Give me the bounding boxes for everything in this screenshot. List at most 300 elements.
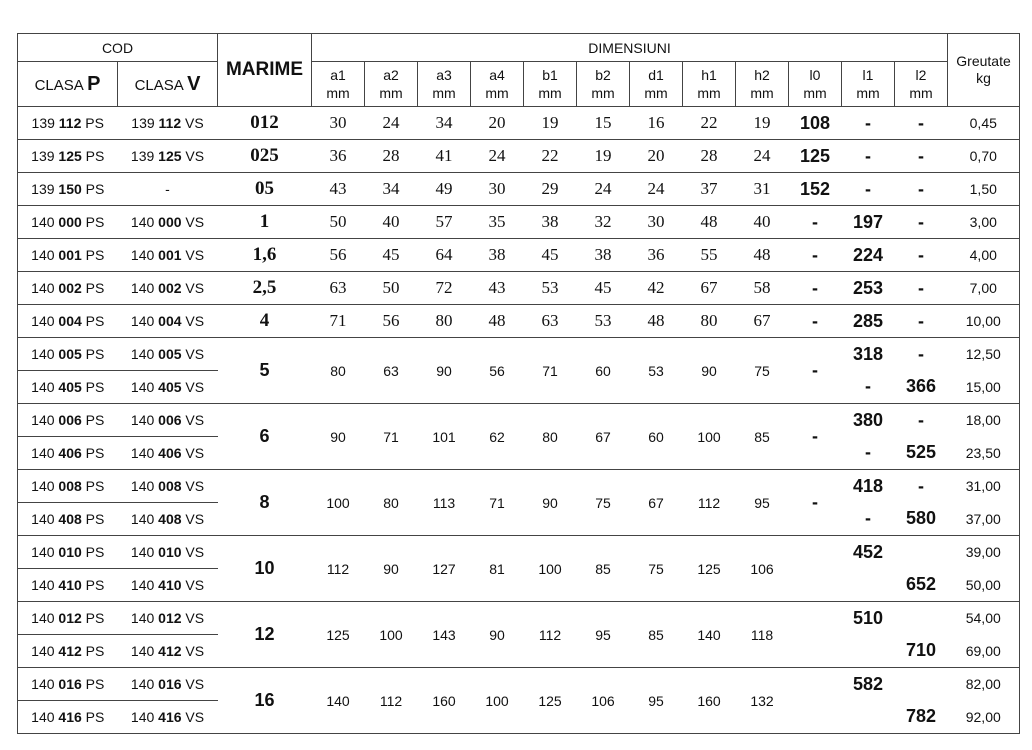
dim-value: 95 — [736, 470, 789, 536]
dim-value: 132 — [736, 668, 789, 734]
code-p — [18, 503, 118, 536]
dim-unit: mm — [803, 85, 827, 101]
code-suffix: PS — [81, 478, 105, 494]
code-v — [118, 305, 218, 338]
code-suffix: PS — [81, 709, 105, 725]
code-p — [18, 206, 118, 239]
code-number: 012 — [58, 610, 82, 626]
dim-value: 80 — [365, 470, 418, 536]
dim-value: 45 — [365, 239, 418, 272]
dim-value: 60 — [630, 404, 683, 470]
code-number: 002 — [58, 280, 82, 296]
code-number: 150 — [58, 181, 82, 197]
code-number: 405 — [158, 379, 182, 395]
dim-value: 37 — [683, 173, 736, 206]
dim-value: 125 — [312, 602, 365, 668]
code-suffix: VS — [181, 676, 205, 692]
size-cell: 4 — [218, 305, 312, 338]
clasa-p-prefix: CLASA — [34, 76, 88, 94]
code-suffix: VS — [181, 346, 205, 362]
dim-value: 48 — [683, 206, 736, 239]
dim-header-5 — [577, 62, 630, 107]
code-v — [118, 140, 218, 173]
weight-value: 31,00 — [948, 470, 1020, 503]
code-suffix: VS — [181, 379, 205, 395]
code-number: 412 — [58, 643, 82, 659]
code-p — [18, 536, 118, 569]
dim-value: 38 — [524, 206, 577, 239]
l2-value: - — [895, 173, 948, 206]
code-v — [118, 668, 218, 701]
dim-header-4 — [524, 62, 577, 107]
code-suffix: PS — [81, 445, 105, 461]
dim-header-2 — [418, 62, 471, 107]
dim-value: 85 — [736, 404, 789, 470]
l1-value — [842, 635, 895, 668]
size-cell: 8 — [218, 470, 312, 536]
code-v — [118, 107, 218, 140]
weight-value: 10,00 — [948, 305, 1020, 338]
dim-unit: mm — [909, 85, 933, 101]
l2-value: - — [895, 470, 948, 503]
code-prefix: 140 — [130, 280, 159, 296]
dim-value: 90 — [524, 470, 577, 536]
l1-value: 418 — [842, 470, 895, 503]
dim-value: 90 — [418, 338, 471, 404]
l0-value: 108 — [789, 107, 842, 140]
l1-value: 197 — [842, 206, 895, 239]
greutate-header — [948, 34, 1020, 107]
dim-name: l2 — [915, 67, 927, 83]
code-number: 005 — [58, 346, 82, 362]
dim-value: 101 — [418, 404, 471, 470]
code-suffix: VS — [181, 577, 205, 593]
dim-header-1 — [365, 62, 418, 107]
code-prefix: 140 — [130, 379, 159, 395]
dim-value: 71 — [365, 404, 418, 470]
dim-value: 30 — [471, 173, 524, 206]
l2-value: 782 — [895, 701, 948, 734]
dimensions-table — [17, 33, 1020, 734]
dim-unit: mm — [326, 85, 350, 101]
code-suffix: PS — [81, 610, 105, 626]
size-cell: 1 — [218, 206, 312, 239]
dim-value: 53 — [630, 338, 683, 404]
weight-value: 12,50 — [948, 338, 1020, 371]
dim-value: 24 — [736, 140, 789, 173]
code-number: 001 — [158, 247, 182, 263]
code-suffix: PS — [81, 379, 105, 395]
l2-value: 366 — [905, 376, 937, 397]
code-v — [118, 206, 218, 239]
code-suffix: VS — [181, 214, 205, 230]
code-prefix: 140 — [31, 412, 59, 428]
code-suffix: VS — [181, 115, 204, 131]
dim-value: 127 — [418, 536, 471, 602]
dim-value: 80 — [683, 305, 736, 338]
dim-value: 24 — [365, 107, 418, 140]
weight-value: 54,00 — [948, 602, 1020, 635]
code-suffix: PS — [81, 577, 105, 593]
l2-value: - — [895, 404, 948, 437]
code-number: 410 — [158, 577, 182, 593]
code-prefix: 140 — [31, 643, 59, 659]
code-prefix: 140 — [130, 544, 159, 560]
l0-value: - — [789, 272, 842, 305]
code-number: 405 — [58, 379, 82, 395]
dim-value: 67 — [736, 305, 789, 338]
code-prefix: 139 — [131, 115, 159, 131]
code-prefix: 140 — [130, 214, 159, 230]
dim-value: 95 — [630, 668, 683, 734]
code-prefix: 140 — [31, 445, 59, 461]
weight-value: 0,45 — [948, 107, 1020, 140]
dim-header-8 — [736, 62, 789, 107]
dim-header-11 — [895, 62, 948, 107]
clasa-v-letter: V — [187, 72, 201, 95]
l0-value: - — [789, 305, 842, 338]
code-number: 010 — [58, 544, 82, 560]
dim-value: 56 — [471, 338, 524, 404]
dim-value: 55 — [683, 239, 736, 272]
code-suffix: VS — [181, 709, 205, 725]
code-suffix: VS — [181, 544, 205, 560]
dim-header-9 — [789, 62, 842, 107]
code-suffix: PS — [81, 412, 105, 428]
weight-value: 7,00 — [948, 272, 1020, 305]
weight-value: 37,00 — [948, 503, 1020, 536]
weight-value: 4,00 — [948, 239, 1020, 272]
dim-value: 67 — [630, 470, 683, 536]
dim-header-3 — [471, 62, 524, 107]
dim-value: 15 — [577, 107, 630, 140]
dim-value: 90 — [471, 602, 524, 668]
l1-value: 253 — [842, 272, 895, 305]
l0-value — [789, 668, 842, 734]
code-number: 006 — [58, 412, 82, 428]
code-prefix: 139 — [31, 181, 59, 197]
code-number: 406 — [58, 445, 82, 461]
code-number: 416 — [158, 709, 182, 725]
code-number: 008 — [58, 478, 82, 494]
code-prefix: 140 — [31, 511, 59, 527]
dim-header-0 — [312, 62, 365, 107]
dim-header-7 — [683, 62, 736, 107]
code-suffix: PS — [81, 676, 105, 692]
l0-value: - — [789, 206, 842, 239]
code-number: 112 — [158, 115, 182, 131]
code-suffix: VS — [181, 247, 205, 263]
dim-value: 75 — [736, 338, 789, 404]
dim-value: 90 — [312, 404, 365, 470]
dim-value: 34 — [365, 173, 418, 206]
code-number: 016 — [58, 676, 82, 692]
dim-unit: mm — [856, 85, 880, 101]
dim-value: 85 — [630, 602, 683, 668]
l1-value: 285 — [842, 305, 895, 338]
l0-value: - — [789, 404, 842, 470]
code-v — [118, 404, 218, 437]
size-cell: 10 — [218, 536, 312, 602]
code-prefix: 140 — [31, 478, 59, 494]
code-p — [18, 404, 118, 437]
code-p — [18, 338, 118, 371]
code-p — [18, 305, 118, 338]
code-v — [118, 569, 218, 602]
code-v — [118, 602, 218, 635]
dim-value: 63 — [365, 338, 418, 404]
l1-value: 224 — [842, 239, 895, 272]
code-number: 006 — [158, 412, 182, 428]
marime-header: MARIME — [218, 34, 312, 107]
dim-value: 106 — [577, 668, 630, 734]
l0-value: 152 — [789, 173, 842, 206]
code-prefix: 140 — [130, 610, 159, 626]
code-v — [118, 503, 218, 536]
dim-value: 106 — [736, 536, 789, 602]
dim-value: 40 — [736, 206, 789, 239]
code-prefix: 140 — [31, 544, 59, 560]
table-row — [18, 404, 1020, 437]
greutate-unit: kg — [976, 70, 991, 86]
code-number: 004 — [158, 313, 182, 329]
l0-value: - — [789, 470, 842, 536]
code-suffix: PS — [81, 247, 105, 263]
code-v — [118, 239, 218, 272]
dim-value: 58 — [736, 272, 789, 305]
code-prefix: 140 — [130, 478, 159, 494]
dim-value: 72 — [418, 272, 471, 305]
dim-unit: mm — [644, 85, 668, 101]
weight-value: 23,50 — [948, 437, 1020, 470]
l0-value: - — [789, 338, 842, 404]
code-prefix: 140 — [31, 247, 59, 263]
dim-value: 90 — [365, 536, 418, 602]
dim-unit: mm — [750, 85, 774, 101]
code-suffix: PS — [81, 313, 105, 329]
dim-unit: mm — [485, 85, 509, 101]
code-prefix: 140 — [31, 280, 59, 296]
size-cell: 6 — [218, 404, 312, 470]
clasa-v-prefix: CLASA — [134, 76, 188, 94]
dim-value: 100 — [312, 470, 365, 536]
code-prefix: 139 — [130, 148, 159, 164]
dim-value: 71 — [524, 338, 577, 404]
l1-value — [842, 701, 895, 734]
l1-value: - — [842, 107, 895, 140]
dim-unit: mm — [591, 85, 615, 101]
table-row — [18, 305, 1020, 338]
code-number: 016 — [158, 676, 182, 692]
code-v — [118, 338, 218, 371]
dim-value: 63 — [312, 272, 365, 305]
code-prefix: 140 — [130, 643, 159, 659]
weight-value: 15,00 — [948, 371, 1020, 404]
l2-value: - — [895, 338, 948, 371]
dim-name: d1 — [648, 67, 664, 83]
code-prefix: 140 — [130, 313, 159, 329]
dim-value: 19 — [524, 107, 577, 140]
dim-value: 45 — [524, 239, 577, 272]
code-p — [18, 107, 118, 140]
dim-name: h1 — [701, 67, 717, 83]
dim-value: 38 — [577, 239, 630, 272]
l1-value: - — [865, 508, 871, 529]
l2-value: 580 — [905, 508, 937, 529]
l2-value: - — [895, 140, 948, 173]
code-prefix: 140 — [31, 709, 59, 725]
dim-value: 16 — [630, 107, 683, 140]
code-number: 406 — [158, 445, 182, 461]
code-prefix: 140 — [31, 577, 59, 593]
weight-value: 18,00 — [948, 404, 1020, 437]
dim-value: 85 — [577, 536, 630, 602]
dim-name: l0 — [809, 67, 821, 83]
weight-value: 1,50 — [948, 173, 1020, 206]
code-prefix: 140 — [130, 676, 159, 692]
size-cell: 012 — [218, 107, 312, 140]
dim-value: 63 — [524, 305, 577, 338]
code-v — [118, 371, 218, 404]
dim-value: 160 — [683, 668, 736, 734]
dim-value: 45 — [577, 272, 630, 305]
code-prefix: 140 — [130, 709, 159, 725]
code-prefix: 140 — [31, 610, 59, 626]
code-suffix: VS — [181, 478, 205, 494]
code-p — [18, 602, 118, 635]
dim-value: 40 — [365, 206, 418, 239]
dim-value: 75 — [577, 470, 630, 536]
code-v — [118, 635, 218, 668]
dim-unit: mm — [538, 85, 562, 101]
clasa-v-header — [118, 62, 218, 107]
dim-value: 19 — [577, 140, 630, 173]
l2-value — [895, 602, 948, 635]
clasa-p-header — [18, 62, 118, 107]
l2-value: - — [895, 107, 948, 140]
weight-value: 0,70 — [948, 140, 1020, 173]
dim-value: 90 — [683, 338, 736, 404]
dim-name: a1 — [330, 67, 346, 83]
code-suffix: VS — [181, 610, 205, 626]
dim-value: 43 — [471, 272, 524, 305]
dim-value: 112 — [683, 470, 736, 536]
table-row — [18, 140, 1020, 173]
code-p — [18, 173, 118, 206]
code-number: 410 — [58, 577, 82, 593]
code-prefix: 139 — [31, 115, 59, 131]
code-number: 125 — [158, 148, 182, 164]
size-cell: 1,6 — [218, 239, 312, 272]
l2-value: - — [895, 272, 948, 305]
code-number: 112 — [58, 115, 82, 131]
clasa-p-letter: P — [87, 72, 101, 95]
dim-value: 67 — [577, 404, 630, 470]
dim-value: 19 — [736, 107, 789, 140]
l2-value: 525 — [905, 442, 937, 463]
code-suffix: VS — [181, 280, 205, 296]
size-cell: 12 — [218, 602, 312, 668]
code-number: 416 — [58, 709, 82, 725]
code-suffix: PS — [81, 643, 105, 659]
code-suffix: PS — [81, 346, 105, 362]
dim-name: b1 — [542, 67, 558, 83]
table-row — [18, 338, 1020, 371]
code-p — [18, 470, 118, 503]
dim-value: 28 — [683, 140, 736, 173]
code-suffix: - — [165, 181, 170, 197]
cod-header: COD — [18, 34, 218, 62]
dim-value: 80 — [418, 305, 471, 338]
code-prefix: 140 — [130, 511, 159, 527]
dim-value: 48 — [471, 305, 524, 338]
dim-value: 56 — [312, 239, 365, 272]
l1-value: - — [842, 140, 895, 173]
code-v — [118, 536, 218, 569]
code-number: 002 — [158, 280, 182, 296]
code-suffix: VS — [181, 313, 205, 329]
l2-value — [895, 668, 948, 701]
code-number: 010 — [158, 544, 182, 560]
dim-value: 50 — [312, 206, 365, 239]
l0-value — [789, 602, 842, 668]
l2-value: 652 — [905, 574, 937, 595]
dim-value: 30 — [312, 107, 365, 140]
code-number: 408 — [158, 511, 182, 527]
code-p — [18, 140, 118, 173]
dim-value: 113 — [418, 470, 471, 536]
dim-value: 24 — [630, 173, 683, 206]
dim-value: 29 — [524, 173, 577, 206]
code-prefix: 140 — [31, 676, 59, 692]
code-prefix: 140 — [130, 346, 159, 362]
dim-value: 36 — [630, 239, 683, 272]
code-suffix: VS — [181, 511, 205, 527]
code-v — [118, 272, 218, 305]
dim-value: 24 — [471, 140, 524, 173]
dim-value: 35 — [471, 206, 524, 239]
dim-value: 30 — [630, 206, 683, 239]
table-row — [18, 536, 1020, 569]
code-v — [118, 173, 218, 206]
dim-value: 100 — [683, 404, 736, 470]
dim-value: 160 — [418, 668, 471, 734]
code-prefix: 140 — [31, 313, 59, 329]
table-row — [18, 470, 1020, 503]
code-number: 001 — [58, 247, 82, 263]
dim-unit: mm — [379, 85, 403, 101]
dim-unit: mm — [697, 85, 721, 101]
dim-value: 71 — [312, 305, 365, 338]
table-row — [18, 173, 1020, 206]
dim-value: 118 — [736, 602, 789, 668]
weight-value: 92,00 — [948, 701, 1020, 734]
dim-name: l1 — [862, 67, 874, 83]
l1-value: 452 — [842, 536, 895, 569]
code-p — [18, 635, 118, 668]
l2-value: 710 — [905, 640, 937, 661]
code-number: 000 — [58, 214, 82, 230]
dim-value: 125 — [524, 668, 577, 734]
weight-value: 3,00 — [948, 206, 1020, 239]
dim-value: 100 — [365, 602, 418, 668]
dim-header-10 — [842, 62, 895, 107]
dim-value: 38 — [471, 239, 524, 272]
table-row — [18, 206, 1020, 239]
dim-value: 48 — [736, 239, 789, 272]
l0-value: - — [789, 239, 842, 272]
dim-value: 43 — [312, 173, 365, 206]
